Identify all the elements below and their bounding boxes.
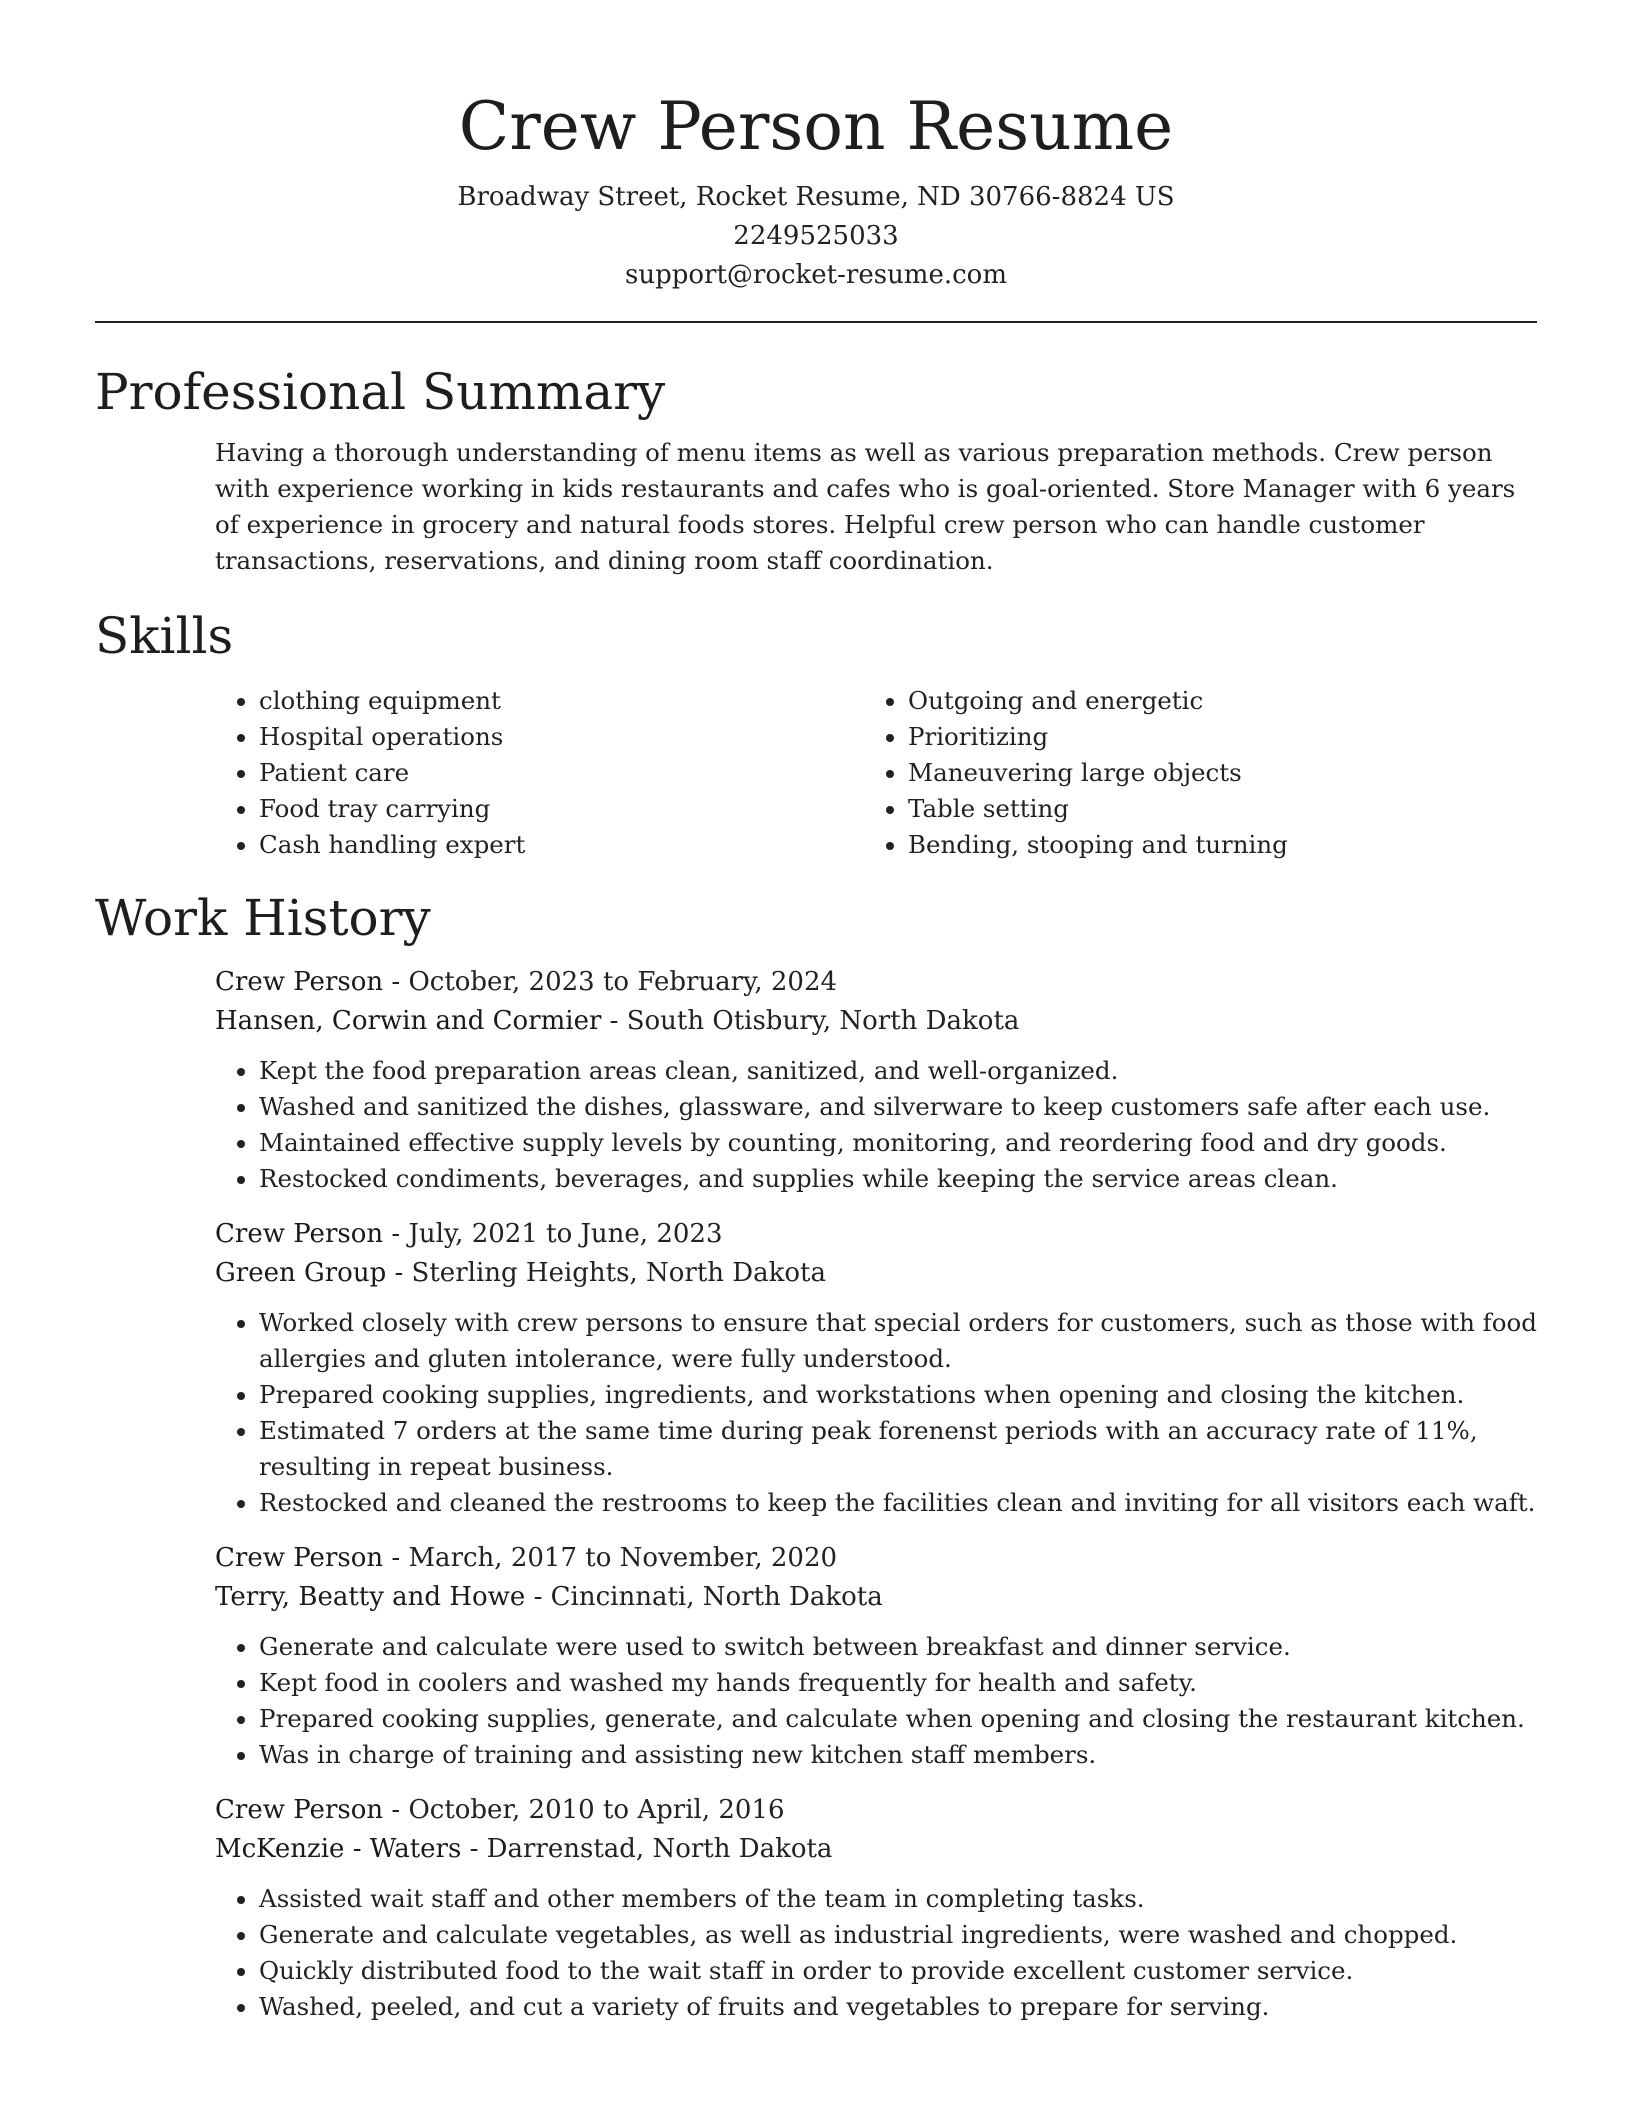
skills-heading: Skills (95, 607, 234, 665)
job-dates: - March, 2017 to November, 2020 (383, 1543, 838, 1573)
summary-text: Having a thorough understanding of menu items as well as various preparation methods. Crew person with experience working in kids restaurants and cafes who is goal-oriented. Store Manager with 6 years of experience in grocery and natural foods stores. Helpful crew person who can handle customer transactions, reservations, and dining room staff coordination. (215, 438, 1516, 575)
job-bullets (215, 1053, 1537, 1197)
job-bullet: • Restocked condiments, beverages, and supplies while keeping the service areas clean. (259, 1161, 1537, 1197)
job-bullet: • Generate and calculate vegetables, as well as industrial ingredients, were washed and chopped. (259, 1917, 1537, 1953)
job-location: - Cincinnati, North Dakota (525, 1582, 883, 1612)
job-title-line (215, 1791, 1537, 1830)
job-role: Crew Person (215, 1543, 384, 1573)
job-bullets (215, 1881, 1537, 2025)
job-bullet: • Kept the food preparation areas clean, sanitized, and well-organized. (259, 1053, 1537, 1089)
skill-item: • Outgoing and energetic (908, 683, 1513, 719)
job-role: Crew Person (215, 967, 384, 997)
job-bullet: • Assisted wait staff and other members of the team in completing tasks. (259, 1881, 1537, 1917)
job-company: Hansen, Corwin and Cormier (215, 1006, 602, 1036)
work-history-heading: Work History (95, 889, 431, 947)
job-title-line (215, 1539, 1537, 1578)
job-bullet: • Maintained effective supply levels by counting, monitoring, and reordering food and dry goods. (259, 1125, 1537, 1161)
work-history-list (215, 963, 1537, 2025)
skill-item: • Patient care (259, 755, 864, 791)
skill-item: • Maneuvering large objects (908, 755, 1513, 791)
skills-list (215, 683, 1537, 863)
job-entry (215, 1539, 1537, 1773)
job-bullet: • Restocked and cleaned the restrooms to keep the facilities clean and inviting for all visitors each waft. (259, 1485, 1537, 1521)
job-bullets (215, 1629, 1537, 1773)
job-bullet: • Prepared cooking supplies, ingredients, and workstations when opening and closing the kitchen. (259, 1377, 1537, 1413)
header-divider (95, 321, 1537, 323)
skill-item: • Bending, stooping and turning (908, 827, 1513, 863)
skill-item: • Table setting (908, 791, 1513, 827)
job-company-line (215, 1002, 1537, 1041)
job-bullets (215, 1305, 1537, 1521)
job-title-line (215, 963, 1537, 1002)
resume-header (95, 0, 1537, 295)
job-company-line (215, 1830, 1537, 1869)
job-bullet: • Washed and sanitized the dishes, glassware, and silverware to keep customers safe after each use. (259, 1089, 1537, 1125)
skills-column-right (864, 683, 1513, 863)
skill-item: • Cash handling expert (259, 827, 864, 863)
job-role: Crew Person (215, 1795, 384, 1825)
job-bullet: • Quickly distributed food to the wait staff in order to provide excellent customer service. (259, 1953, 1537, 1989)
contact-info (95, 178, 1537, 295)
job-bullet: • Prepared cooking supplies, generate, and calculate when opening and closing the restaurant kitchen. (259, 1701, 1537, 1737)
job-bullet: • Generate and calculate were used to switch between breakfast and dinner service. (259, 1629, 1537, 1665)
job-bullet: • Estimated 7 orders at the same time during peak forenenst periods with an accuracy rate of 11%, resulting in repeat business. (259, 1413, 1537, 1485)
job-location: - South Otisbury, North Dakota (601, 1006, 1020, 1036)
job-bullet: • Washed, peeled, and cut a variety of fruits and vegetables to prepare for serving. (259, 1989, 1537, 2025)
job-company: Terry, Beatty and Howe (215, 1582, 526, 1612)
job-entry (215, 1215, 1537, 1521)
phone: 2249525033 (733, 221, 899, 251)
job-dates: - July, 2021 to June, 2023 (383, 1219, 723, 1249)
email: support@rocket-resume.com (624, 260, 1007, 290)
job-company-line (215, 1254, 1537, 1293)
skill-item: • Prioritizing (908, 719, 1513, 755)
job-dates: - October, 2010 to April, 2016 (383, 1795, 785, 1825)
skill-item: • Hospital operations (259, 719, 864, 755)
summary-heading: Professional Summary (95, 363, 666, 421)
job-bullet: • Was in charge of training and assisting new kitchen staff members. (259, 1737, 1537, 1773)
job-location: - Darrenstad, North Dakota (461, 1834, 833, 1864)
job-role: Crew Person (215, 1219, 384, 1249)
job-title-line (215, 1215, 1537, 1254)
job-bullet: • Worked closely with crew persons to ensure that special orders for customers, such as those with food allergies and gluten intolerance, were fully understood. (259, 1305, 1537, 1377)
resume-title: Crew Person Resume (458, 88, 1174, 165)
job-entry (215, 963, 1537, 1197)
job-company: McKenzie - Waters (215, 1834, 462, 1864)
skill-item: • clothing equipment (259, 683, 864, 719)
job-bullet: • Kept food in coolers and washed my hands frequently for health and safety. (259, 1665, 1537, 1701)
skills-column-left (215, 683, 864, 863)
skill-item: • Food tray carrying (259, 791, 864, 827)
job-dates: - October, 2023 to February, 2024 (383, 967, 838, 997)
job-company: Green Group (215, 1258, 387, 1288)
address: Broadway Street, Rocket Resume, ND 30766-8824 US (457, 182, 1175, 212)
job-location: - Sterling Heights, North Dakota (386, 1258, 826, 1288)
job-entry (215, 1791, 1537, 2025)
job-company-line (215, 1578, 1537, 1617)
